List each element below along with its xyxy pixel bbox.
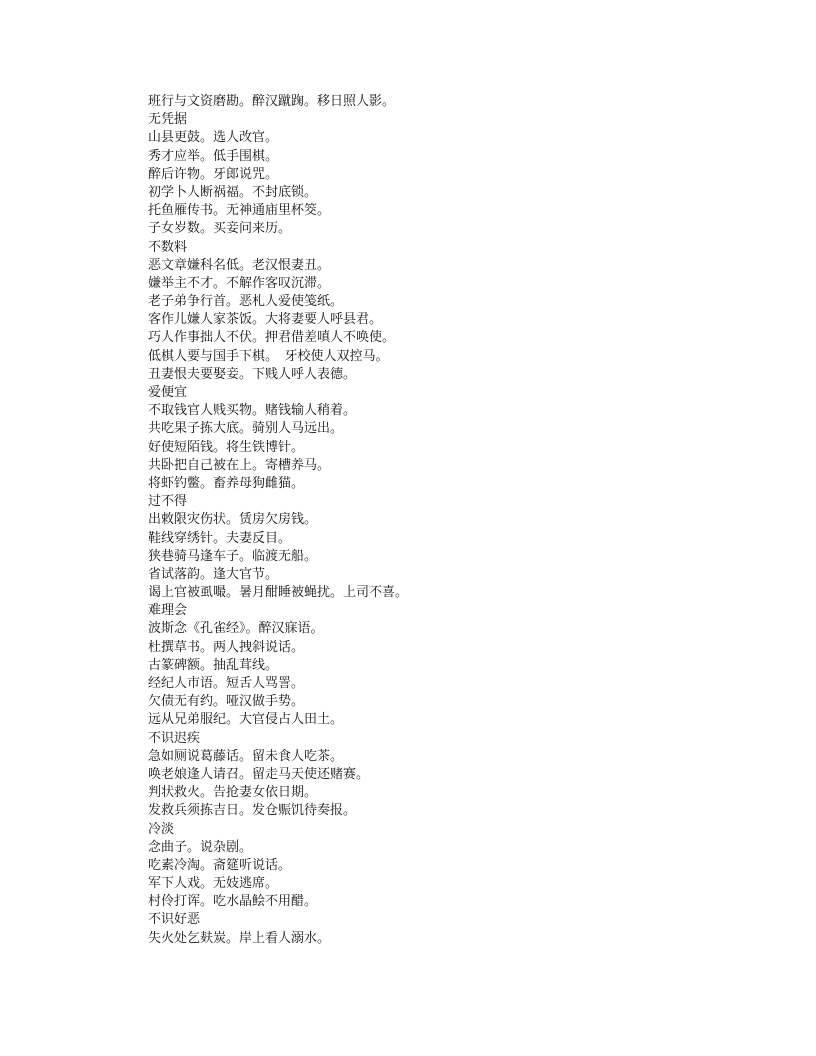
text-line: 急如厕说葛藤话。留未食人吃茶。 <box>148 748 344 764</box>
section-heading: 爱便宜 <box>148 385 188 400</box>
text-line: 唤老娘逢人请召。留走马天使还赌赛。 <box>148 766 370 782</box>
text-line: 判状救火。告抢妻女依日期。 <box>148 785 318 801</box>
text-line: 杜撰草书。两人拽斜说话。 <box>148 639 305 655</box>
text-line: 班行与文资磨勘。醉汉蹴踘。移日照人影。 <box>148 94 396 109</box>
text-line: 经纪人市语。短舌人骂詈。 <box>148 676 305 691</box>
section-heading: 不数料 <box>148 239 188 255</box>
section-heading: 不识好恶 <box>148 912 201 928</box>
text-line: 好使短陌钱。将生铁博针。 <box>148 439 305 455</box>
text-line: 恶文章嫌科名低。老汉恨妻丑。 <box>148 257 331 273</box>
text-line: 山县更鼓。选人改官。 <box>148 130 279 146</box>
text-line: 老子弟争行首。恶札人爱使笺纸。 <box>148 294 344 310</box>
text-line: 村伶打诨。吃水晶鲙不用醋。 <box>148 894 318 910</box>
text-line: 秀才应举。低手围棋。 <box>148 148 279 164</box>
text-line: 欠债无有约。哑汉做手势。 <box>148 694 305 710</box>
text-line: 低棋人要与国手下棋。 牙校使人双控马。 <box>148 348 389 364</box>
text-line: 波斯念《孔雀经》。醉汉寐语。 <box>148 621 324 637</box>
text-line: 客作儿嫌人家茶饭。大将妻要人呼县君。 <box>148 312 383 328</box>
text-line: 吃素冷淘。斋筵听说话。 <box>148 857 292 873</box>
section-heading: 冷淡 <box>148 821 175 837</box>
section-heading: 难理会 <box>148 603 188 619</box>
text-line: 谒上官被虱嘬。暑月酣睡被蝇扰。上司不喜。 <box>148 585 409 601</box>
text-line: 将虾钓鳖。畜养母狗雌猫。 <box>148 475 305 491</box>
text-line: 失火处乞麸炭。岸上看人溺水。 <box>148 930 331 946</box>
text-line: 古篆碑额。抽乱茸线。 <box>148 657 279 673</box>
text-line: 醉后许物。牙郎说咒。 <box>148 166 279 182</box>
section-heading: 无凭据 <box>148 112 188 128</box>
text-line: 军下人戏。无妓逃席。 <box>148 876 279 892</box>
text-line: 共吃果子拣大底。骑别人马远出。 <box>148 421 344 437</box>
section-heading: 过不得 <box>148 494 188 510</box>
text-line: 共卧把自己被在上。寄槽养马。 <box>148 457 331 473</box>
text-line: 念曲子。说杂剧。 <box>148 839 253 855</box>
document-page <box>148 93 788 948</box>
text-line: 不取钱官人贱买物。赌钱输人稍着。 <box>148 403 357 419</box>
text-line: 子女岁数。买妾问来历。 <box>148 221 292 237</box>
text-line: 嫌举主不才。不解作客叹沉滞。 <box>148 275 331 291</box>
text-line: 托鱼雁传书。无神通庙里杯筊。 <box>148 203 331 219</box>
text-line: 巧人作事拙人不伏。押君借差嗔人不唤使。 <box>148 330 396 346</box>
text-line: 发救兵须拣吉日。发仓赈饥待奏报。 <box>148 803 357 819</box>
text-line: 出敕限灾伤状。赁房欠房钱。 <box>148 512 318 528</box>
text-line: 初学卜人断祸福。不封底锁。 <box>148 184 318 200</box>
text-line: 鞋线穿绣针。夫妻反目。 <box>148 530 292 546</box>
section-heading: 不识迟疾 <box>148 730 201 746</box>
text-line: 省试落韵。逢大官节。 <box>148 566 279 582</box>
text-line: 远从兄弟服纪。大官侵占人田土。 <box>148 712 344 728</box>
text-line: 狭巷骑马逢车子。临渡无船。 <box>148 548 318 564</box>
text-line: 丑妻恨夫要娶妾。下贱人呼人表德。 <box>148 366 357 382</box>
